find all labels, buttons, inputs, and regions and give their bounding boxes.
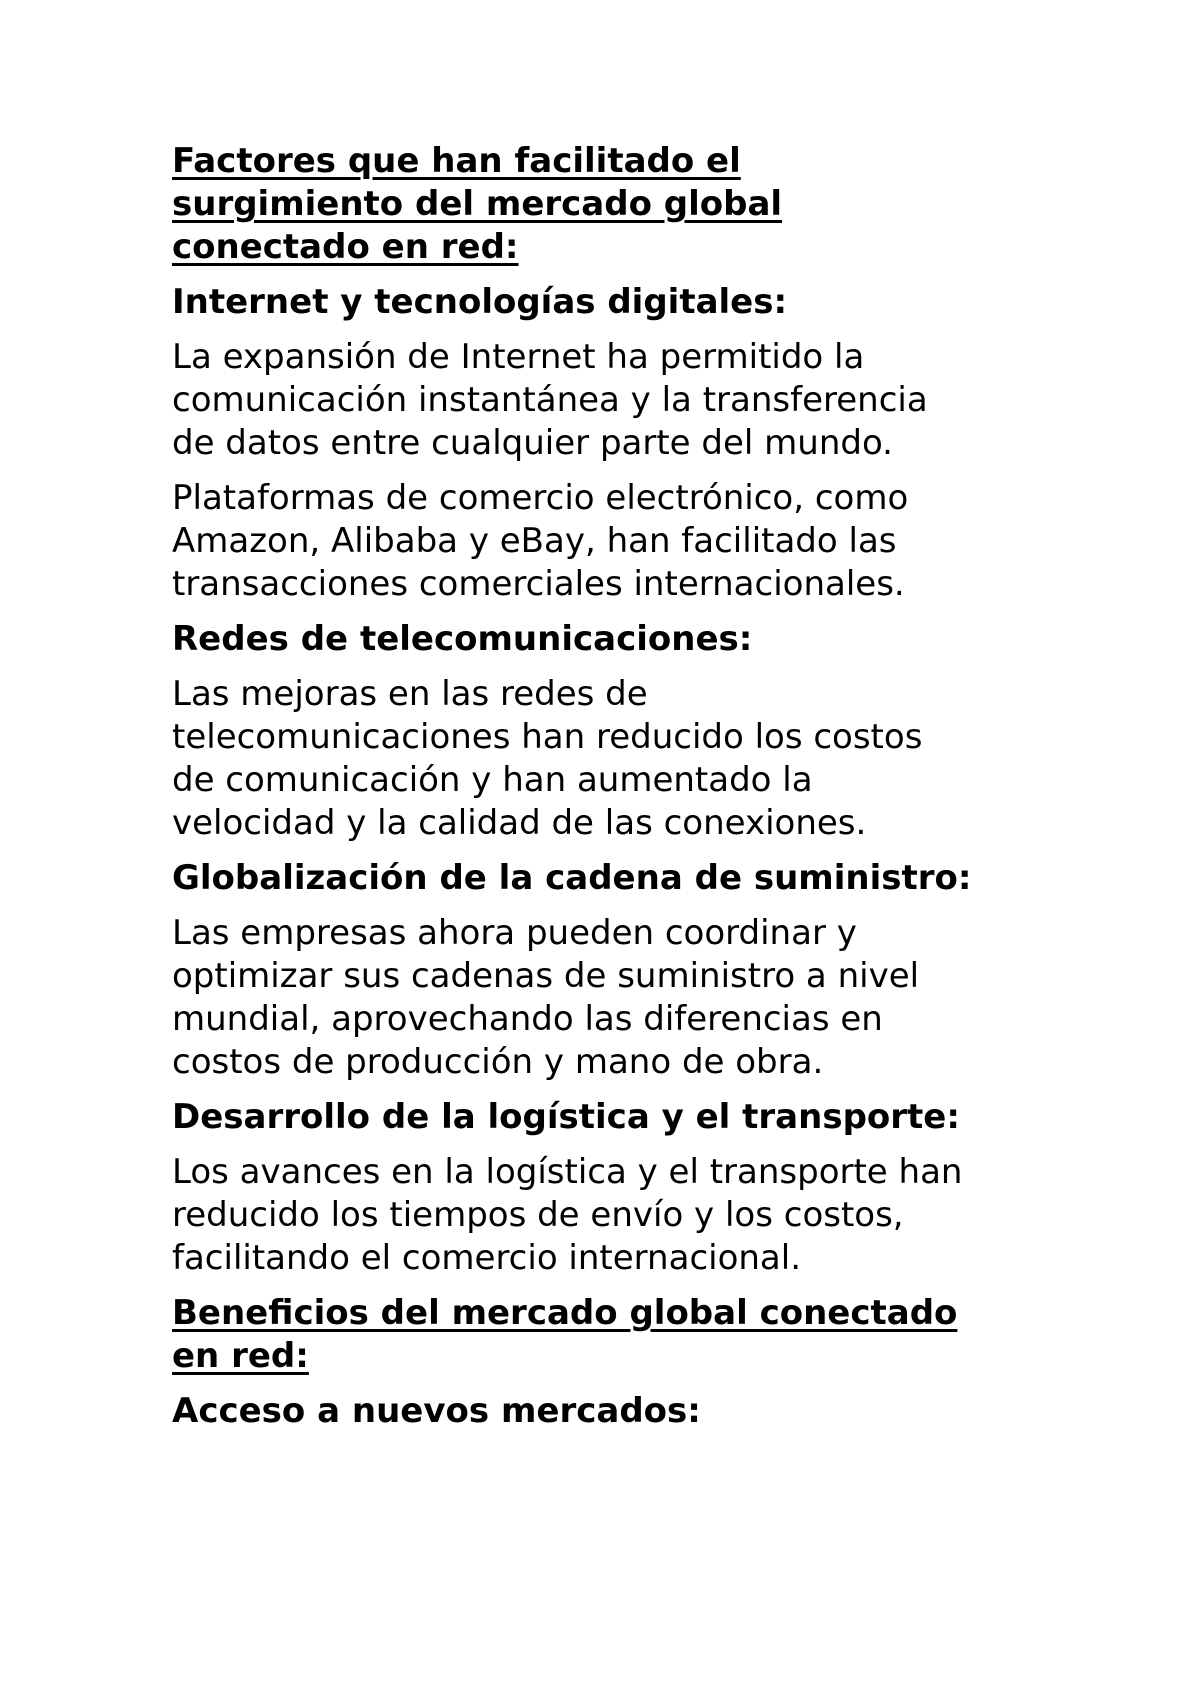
- paragraph-logistics: Los avances en la logística y el transporte han reducido los tiempos de envío y los costos, facilitando el comercio internacional.: [172, 1152, 963, 1278]
- section-title-beneficios: Beneficios del mercado global conectado en red:: [172, 1293, 958, 1376]
- paragraph-supply-chain: Las empresas ahora pueden coordinar y optimizar sus cadenas de suministro a nivel mundial, aprovechando las diferencias en costos de producción y mano de obra.: [172, 913, 920, 1082]
- subheading-supply-chain: Globalización de la cadena de suministro:: [172, 858, 972, 898]
- subheading-internet: Internet y tecnologías digitales:: [172, 282, 788, 322]
- subheading-new-markets: Acceso a nuevos mercados:: [172, 1391, 701, 1431]
- paragraph-telecom: Las mejoras en las redes de telecomunicaciones han reducido los costos de comunicación y han aumentado la velocidad y la calidad de las conexiones.: [172, 674, 923, 843]
- paragraph-internet-expansion: La expansión de Internet ha permitido la comunicación instantánea y la transferencia de datos entre cualquier parte del mundo.: [172, 337, 928, 463]
- subheading-telecom: Redes de telecomunicaciones:: [172, 619, 753, 659]
- subheading-logistics: Desarrollo de la logística y el transporte:: [172, 1097, 960, 1137]
- paragraph-ecommerce-platforms: Plataformas de comercio electrónico, como Amazon, Alibaba y eBay, han facilitado las transacciones comerciales internacionales.: [172, 478, 909, 604]
- section-title-factores: Factores que han facilitado el surgimiento del mercado global conectado en red:: [172, 141, 783, 267]
- document-page: [172, 140, 1072, 1445]
